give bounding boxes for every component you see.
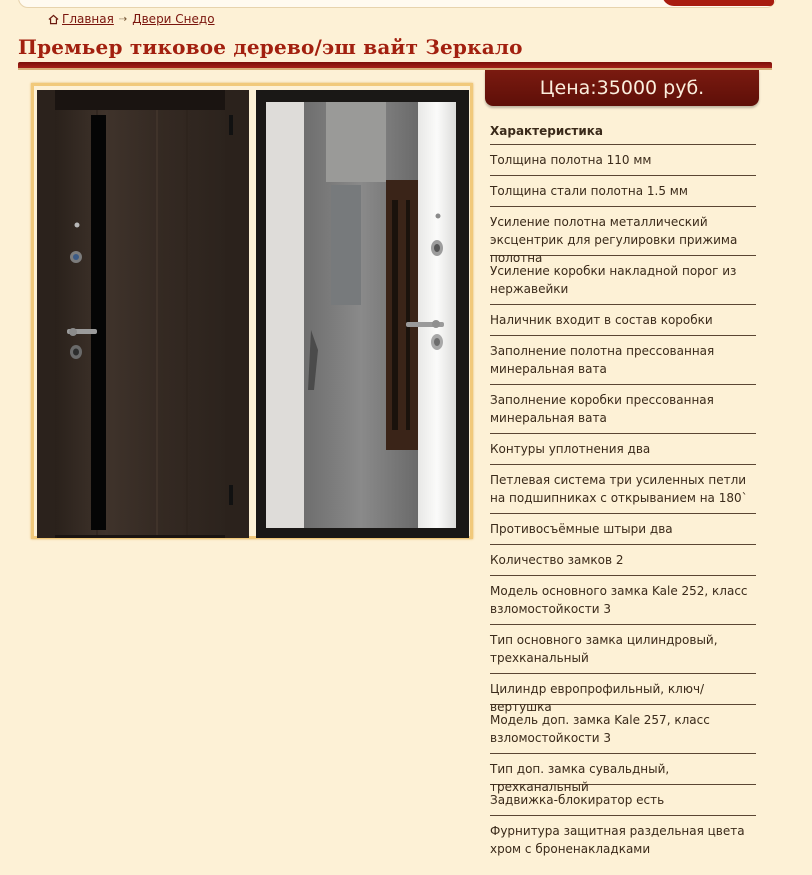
door-exterior-image[interactable] (37, 90, 249, 538)
product-gallery (31, 83, 473, 539)
spec-item: Петлевая система три усиленных петли на подшипниках с открыванием на 180` (490, 464, 756, 513)
home-icon (48, 14, 59, 25)
spec-item: Тип доп. замка сувальдный, трехканальный (490, 753, 756, 784)
breadcrumb (48, 12, 215, 26)
spec-item: Противосъёмные штыри два (490, 513, 756, 544)
spec-item: Усиление коробки накладной порог из нержавейки (490, 255, 756, 304)
specifications-heading: Характеристика (490, 124, 603, 138)
top-bar-accent (662, 0, 774, 6)
spec-item: Тип основного замка цилиндровый, трехканальный (490, 624, 756, 673)
spec-item: Усиление полотна металлический эксцентрик для регулировки прижима полотна (490, 206, 756, 255)
spec-item: Толщина полотна 110 мм (490, 144, 756, 175)
price-banner: Цена:35000 руб. (485, 70, 759, 106)
arrow-separator-icon: ⇢ (118, 13, 128, 25)
spec-item: Цилиндр европрофильный, ключ/вертушка (490, 673, 756, 704)
spec-item: Заполнение полотна прессованная минеральная вата (490, 335, 756, 384)
spec-item: Количество замков 2 (490, 544, 756, 575)
specifications-list (490, 118, 756, 864)
spec-item: Заполнение коробки прессованная минеральная вата (490, 384, 756, 433)
spec-item: Контуры уплотнения два (490, 433, 756, 464)
door-interior-mirror-image[interactable] (256, 90, 469, 538)
breadcrumb-category-link[interactable]: Двери Снедо (132, 12, 215, 26)
spec-item: Задвижка-блокиратор есть (490, 784, 756, 815)
spec-item: Модель доп. замка Kale 257, класс взломостойкости 3 (490, 704, 756, 753)
top-bar (18, 0, 776, 8)
spec-item: Фурнитура защитная раздельная цвета хром с броненакладками (490, 815, 756, 864)
spec-item: Модель основного замка Kale 252, класс взломостойкости 3 (490, 575, 756, 624)
spec-item: Толщина стали полотна 1.5 мм (490, 175, 756, 206)
breadcrumb-home-link[interactable]: Главная (62, 12, 114, 26)
page-title: Премьер тиковое дерево/эш вайт Зеркало (18, 35, 523, 59)
spec-item: Наличник входит в состав коробки (490, 304, 756, 335)
